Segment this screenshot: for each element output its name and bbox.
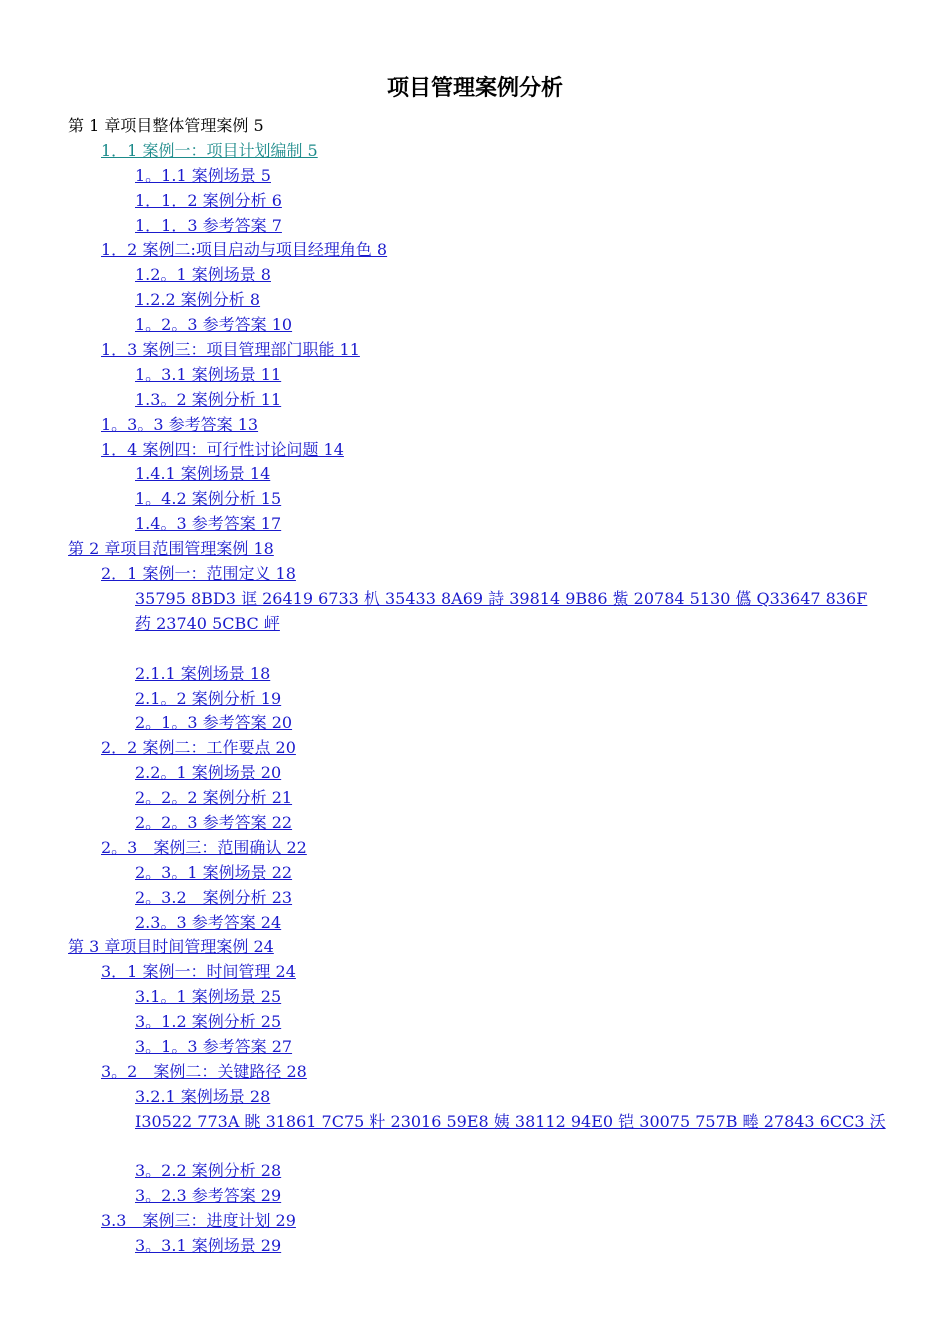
toc-link-3-1[interactable]: 3．1 案例一：时间管理 24 [101,962,296,982]
toc-link-1-4-2[interactable]: 1。4.2 案例分析 15 [135,489,282,509]
toc-entry [0,711,950,736]
toc-link-1-2[interactable]: 1．2 案例二:项目启动与项目经理角色 8 [101,240,388,260]
toc-link-chapter-3[interactable]: 第 3 章项目时间管理案例 24 [68,937,274,957]
toc-entry [0,960,950,985]
toc-entry [0,1085,950,1110]
toc-link-1-3-2[interactable]: 1.3。2 案例分析 11 [135,389,282,409]
toc-link-2-2-1[interactable]: 2.2。1 案例场景 20 [135,763,282,783]
toc-entry [0,313,950,338]
toc-link-2-3-1[interactable]: 2。3。1 案例场景 22 [135,862,293,882]
toc-link-3-1-1[interactable]: 3.1。1 案例场景 25 [135,987,282,1007]
toc-entry [0,811,950,836]
toc-entry [0,687,950,712]
toc-entry [0,935,950,960]
toc-link-3-2-2[interactable]: 3。2.2 案例分析 28 [135,1161,282,1181]
toc-entry [0,662,950,687]
toc-link-2-2[interactable]: 2．2 案例二：工作要点 20 [101,738,296,758]
toc-entry [0,238,950,263]
toc-entry [0,562,950,587]
toc-entry [0,1159,950,1184]
toc-entry [0,1035,950,1060]
toc-entry [0,1209,950,1234]
toc-link-2-3-2[interactable]: 2。3.2 案例分析 23 [135,887,293,907]
toc-link-1-1-2[interactable]: 1．1．2 案例分析 6 [135,190,282,210]
toc-entry [0,1110,950,1135]
toc-entry [0,761,950,786]
toc-entry [0,1234,950,1259]
toc-entry [0,786,950,811]
toc-link-2-1-2[interactable]: 2.1。2 案例分析 19 [135,688,282,708]
toc-entry [0,139,950,164]
toc-entry [0,736,950,761]
document-title: 项目管理案例分析 [386,76,563,101]
toc-link-3-1-2[interactable]: 3。1.2 案例分析 25 [135,1012,282,1032]
toc-entry [0,512,950,537]
toc-entry [0,438,950,463]
toc-entry [0,836,950,861]
toc-link-1-4-3[interactable]: 1.4。3 参考答案 17 [135,514,282,534]
toc-entry [0,462,950,487]
toc-link-chapter-1[interactable]: 第 1 章项目整体管理案例 5 [68,116,264,135]
toc-link-1-4[interactable]: 1．4 案例四：可行性讨论问题 14 [101,439,344,459]
toc-entry [0,861,950,886]
toc-link-1-2-2[interactable]: 1.2.2 案例分析 8 [135,290,261,310]
toc-entry [0,413,950,438]
toc-link-2-3-3[interactable]: 2.3。3 参考答案 24 [135,912,282,932]
toc-link-2-2-2[interactable]: 2。2。2 案例分析 21 [135,788,293,808]
toc-link-1-1[interactable]: 1．1 案例一：项目计划编制 5 [101,140,318,160]
toc-entry [0,1184,950,1209]
toc-entry [0,114,950,139]
toc-entry [0,1010,950,1035]
toc-link-noise-1[interactable]: 35795 8BD3 诓 26419 6733 朳 35433 8A69 詩 39814 9B86 鮆 20784 5130 儰 Q33647 836F 药 23740 5CBC 岼 [135,588,868,633]
toc-entry [0,911,950,936]
toc-entry [0,164,950,189]
toc-entry [0,587,887,637]
toc-entry [0,214,950,239]
toc-link-1-4-1[interactable]: 1.4.1 案例场景 14 [135,464,271,484]
toc-entry [0,388,950,413]
toc-link-1-3-1[interactable]: 1。3.1 案例场景 11 [135,364,282,384]
toc-link-1-2-3[interactable]: 1。2。3 参考答案 10 [135,315,293,335]
blank-line [0,637,950,662]
toc-entry [0,338,950,363]
toc-entry [0,189,950,214]
toc-entry [0,1060,950,1085]
toc-entry [0,288,950,313]
toc-link-1-2-1[interactable]: 1.2。1 案例场景 8 [135,265,271,285]
toc-entry [0,537,950,562]
toc-link-3-2[interactable]: 3。2 案例二：关键路径 28 [101,1061,307,1081]
toc-link-3-2-1[interactable]: 3.2.1 案例场景 28 [135,1086,271,1106]
toc-link-1-3[interactable]: 1．3 案例三：项目管理部门职能 11 [101,340,360,360]
table-of-contents [0,114,950,1259]
toc-entry [0,886,950,911]
toc-link-2-2-3[interactable]: 2。2。3 参考答案 22 [135,812,293,832]
toc-link-2-1-1[interactable]: 2.1.1 案例场景 18 [135,663,271,683]
toc-link-3-3-1[interactable]: 3。3.1 案例场景 29 [135,1236,282,1256]
toc-link-3-2-3[interactable]: 3。2.3 参考答案 29 [135,1186,282,1206]
blank-line [0,1135,950,1160]
toc-link-noise-2[interactable]: I30522 773A 眺 31861 7C75 籵 23016 59E8 姨 38112 94E0 铠 30075 757B 畻 27843 6CC3 沃 [135,1111,886,1131]
toc-entry [0,363,950,388]
toc-link-chapter-2[interactable]: 第 2 章项目范围管理案例 18 [68,539,274,559]
toc-link-3-3[interactable]: 3.3 案例三：进度计划 29 [101,1211,296,1231]
toc-entry [0,263,950,288]
toc-entry [0,487,950,512]
toc-link-1-3-3[interactable]: 1。3。3 参考答案 13 [101,414,259,434]
toc-link-2-1[interactable]: 2．1 案例一：范围定义 18 [101,564,296,584]
toc-link-1-1-1[interactable]: 1。1.1 案例场景 5 [135,165,271,185]
toc-link-2-3[interactable]: 2。3 案例三：范围确认 22 [101,837,307,857]
toc-entry [0,985,950,1010]
toc-link-3-1-3[interactable]: 3。1。3 参考答案 27 [135,1036,293,1056]
toc-link-1-1-3[interactable]: 1．1．3 参考答案 7 [135,215,282,235]
toc-link-2-1-3[interactable]: 2。1。3 参考答案 20 [135,713,293,733]
